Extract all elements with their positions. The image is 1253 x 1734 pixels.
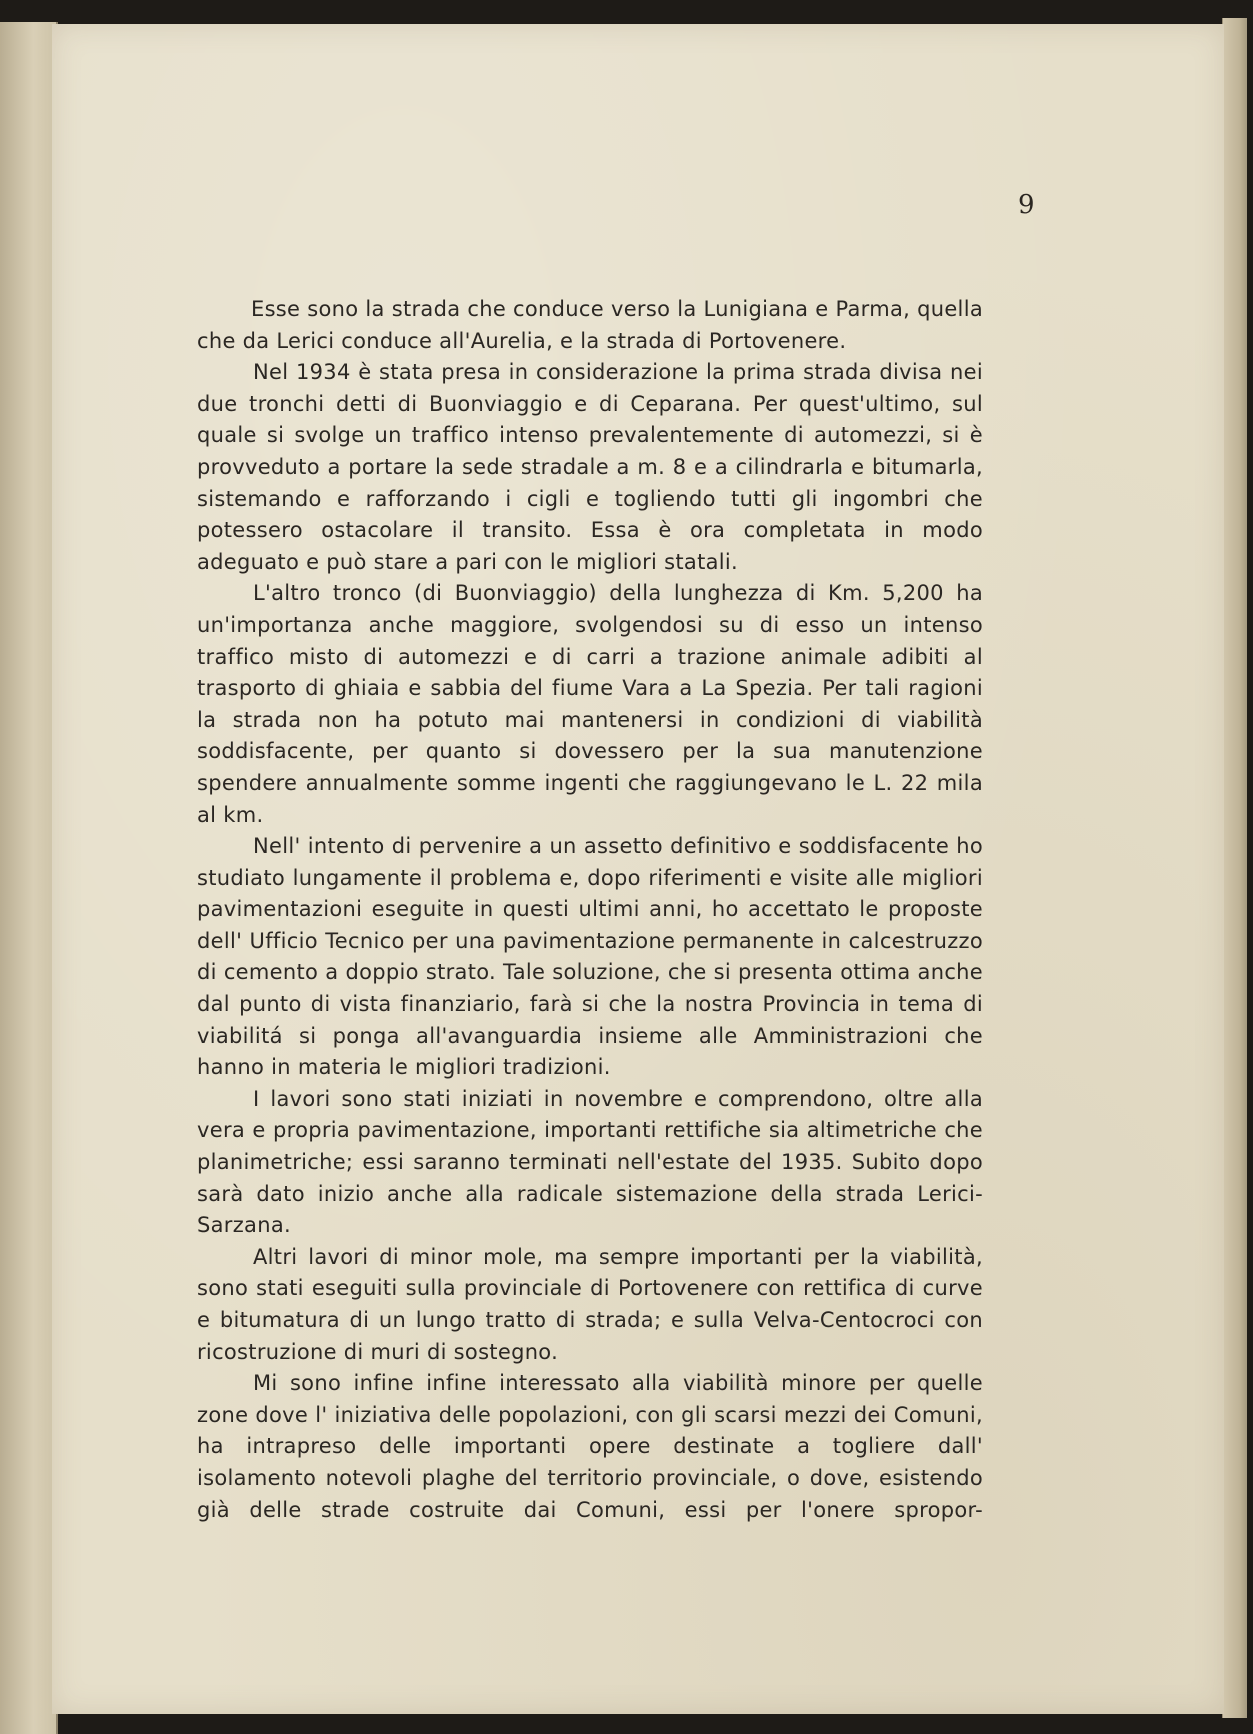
paragraph-7: Mi sono infine infine interessato alla viabilità minore per quelle zone dove l' iniziativa delle popolazioni, con gli scarsi mezzi dei Comuni, ha intrapreso delle importanti opere destinate a togliere dall' isolamento notevoli plaghe del territorio provinciale, o dove, esistendo già delle strade costruite dai Comuni, essi per l'onere spropor-	[197, 1371, 983, 1522]
paragraph-4: Nell' intento di pervenire a un assetto definitivo e soddisfacente ho studiato lungamente il problema e, dopo riferimenti e visite alle migliori pavimentazioni eseguite in questi ultimi anni, ho accettato le proposte dell' Ufficio Tecnico per una pavimentazione permanente in calcestruzzo di cemento a doppio strato. Tale soluzione, che si presenta ottima anche dal punto di vista finanziario, farà si che la nostra Provincia in tema di viabilitá si ponga all'avanguardia insieme alle Amministrazioni che hanno in materia le migliori tradizioni.	[197, 834, 983, 1080]
paragraph-5: I lavori sono stati iniziati in novembre e comprendono, oltre alla vera e propria pavimentazione, importanti rettifiche sia altimetriche che planimetriche; essi saranno terminati nell'estate del 1935. Subito dopo sarà dato inizio anche alla radicale sistemazione della strada Lerici-Sarzana.	[197, 1086, 983, 1238]
page-stack-edge	[1222, 18, 1247, 1718]
paragraph-3: L'altro tronco (di Buonviaggio) della lunghezza di Km. 5,200 ha un'importanza anche maggiore, svolgendosi su di esso un intenso traffico misto di automezzi e di carri a trazione animale adibiti al trasporto di ghiaia e sabbia del fiume Vara a La Spezia. Per tali ragioni la strada non ha potuto mai mantenersi in condizioni di viabilità soddisfacente, per quanto si dovessero per la sua manutenzione spendere annualmente somme ingenti che raggiungevano le L. 22 mila al km.	[197, 581, 983, 827]
facing-page-edge	[0, 22, 58, 1734]
page-number: 9	[1018, 190, 1035, 220]
paragraph-1: Esse sono la strada che conduce verso la Lunigiana e Parma, quella che da Lerici conduce all'Aurelia, e la strada di Portovenere.	[197, 297, 983, 353]
paragraph-2: Nel 1934 è stata presa in considerazione la prima strada divisa nei due tronchi detti di Buonviaggio e di Ceparana. Per quest'ultimo, sul quale si svolge un traffico intenso prevalentemente di automezzi, si è provveduto a portare la sede stradale a m. 8 e a cilindrarla e bitumarla, sistemando e rafforzando i cigli e togliendo tutti gli ingombri che potessero ostacolare il transito. Essa è ora completata in modo adeguato e può stare a pari con le migliori statali.	[197, 360, 983, 574]
paragraph-6: Altri lavori di minor mole, ma sempre importanti per la viabilità, sono stati eseguiti sulla provinciale di Portovenere con rettifica di curve e bitumatura di un lungo tratto di strada; e sulla Velva-Centocroci con ricostruzione di muri di sostegno.	[197, 1244, 983, 1364]
body-text	[197, 294, 983, 1526]
